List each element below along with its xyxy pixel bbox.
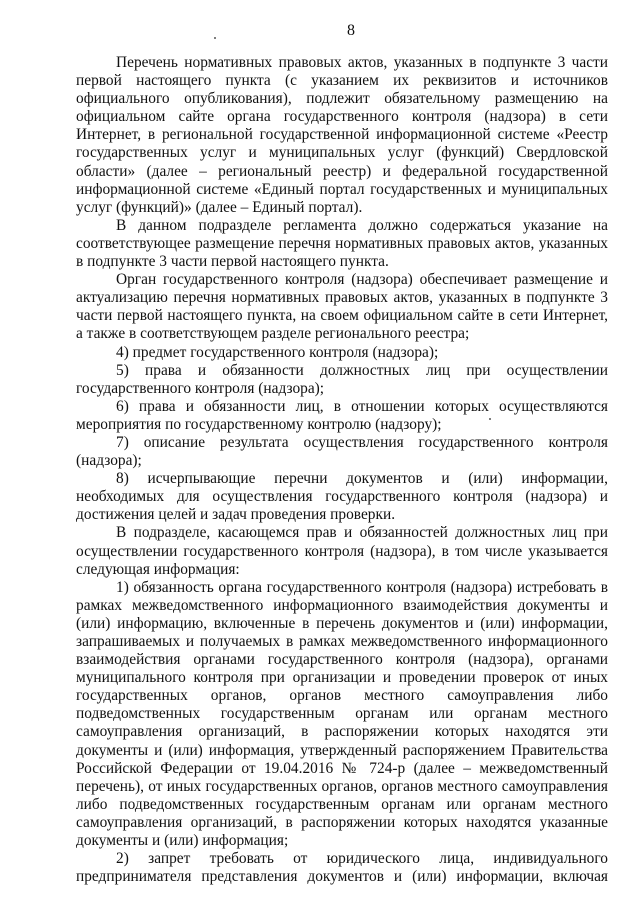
- paragraph-authority-duty: Орган государственного контроля (надзора) обеспечивает размещение и актуализацию перечня нормативных правовых актов, указанных в подпункте 3 части первой настоящего пункта, на своем официальном сайте в сети Интернет, а также в соответствующем разделе регионального реестра;: [76, 271, 608, 343]
- list-item-1: 1) обязанность органа государственного контроля (надзора) истребовать в рамках межведомственного информационного взаимодействия документы и (или) информацию, включенные в перечень документов и (или) информации, запрашиваемых и получаемых в рамках межведомственного информационного взаимодействия органами государственного контроля (надзора), органами муниципального контроля при организации и проведении проверок от иных государственных органов, органов местного самоуправления либо подведомственных государственным органам или органам местного самоуправления организаций, в распоряжении которых находятся эти документы и (или) информация, утвержденный распоряжением Правительства Российской Федерации от 19.04.2016 № 724-р (далее – межведомственный перечень), от иных государственных органов, органов местного самоуправления либо подведомственных государственным органам или органам местного самоуправления организаций, в распоряжении которых находятся указанные документы и (или) информация;: [76, 578, 608, 850]
- list-item-7: 7) описание результата осуществления государственного контроля (надзора);: [76, 433, 608, 470]
- list-item-8: 8) исчерпывающие перечни документов и (или) информации, необходимых для осуществления государственного контроля (надзора) и достижения целей и задач проведения проверки.: [76, 470, 608, 524]
- paragraph-npa-list: Перечень нормативных правовых актов, указанных в подпункте 3 части первой настоящего пункта (с указанием их реквизитов и источников официального опубликования), подлежит обязательному размещению на официальном сайте органа государственного контроля (надзора) в сети Интернет, в региональной государственной информационной системе «Реестр государственных услуг и муниципальных услуг (функций) Свердловской области» (далее – региональный реестр) и федеральной государственной информационной системе «Единый портал государственных и муниципальных услуг (функций)» (далее – Единый портал).: [76, 54, 608, 216]
- list-item-5: 5) права и обязанности должностных лиц при осуществлении государственного контроля (надзора);: [76, 361, 608, 397]
- scan-speck: [214, 37, 216, 39]
- list-item-2: 2) запрет требовать от юридического лица, индивидуального предпринимателя представления документов и (или) информации, включая: [76, 850, 608, 886]
- list-item-6: 6) права и обязанности лиц, в отношении которых осуществляются мероприятия по государственному контролю (надзору);: [76, 397, 608, 433]
- paragraph-rights-duties-intro: В подразделе, касающемся прав и обязанностей должностных лиц при осуществлении государственного контроля (надзора), в том числе указывается следующая информация:: [76, 524, 608, 578]
- scan-speck: [489, 418, 491, 420]
- page-number: 8: [347, 22, 355, 39]
- paragraph-subsection-reference: В данном подразделе регламента должно содержаться указание на соответствующее размещение перечня нормативных правовых актов, указанных в подпункте 3 части первой настоящего пункта.: [76, 216, 608, 271]
- list-item-4: 4) предмет государственного контроля (надзора);: [116, 343, 439, 361]
